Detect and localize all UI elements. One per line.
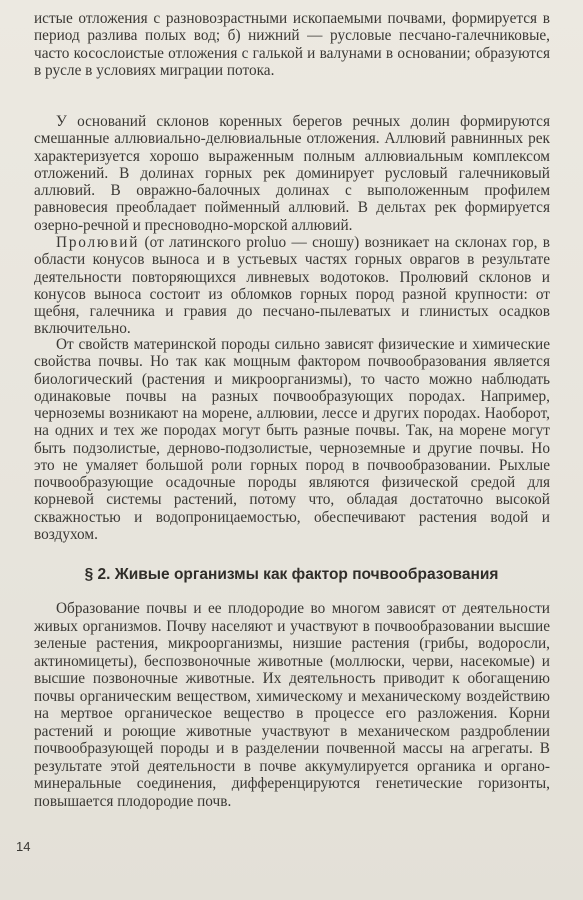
paragraph-parent-rock: От свойств материнской породы сильно зависят физические и химические свойства почвы. Но так как мощным фактором почвообразования является биологический (растения и микроорганизмы), то часто можно наблюдать одинаковые почвы на разных почвообразующих породах. Например, черноземы возникают на морене, аллювии, лессе и других породах. Наоборот, на одних и тех же породах могут быть разные почвы. Так, на морене могут быть подзолистые, дерново-подзолистые, черноземные и другие почвы. Но это не умаляет большой роли горных пород в почвообразовании. Рыхлые почвообразующие осадочные породы являются физической средой для корневой системы растений, потому что, обладая достаточно высокой скважностью и водопроницаемостью, обеспечивают растения водой и воздухом. — [34, 336, 550, 543]
section-heading: § 2. Живые организмы как фактор почвообразования — [84, 566, 499, 583]
term-proluvium: Пролювий — [56, 234, 140, 251]
paragraph-proluvium — [34, 234, 550, 338]
page-number: 14 — [16, 839, 31, 854]
paragraph-living-organisms: Образование почвы и ее плодородие во многом зависят от деятельности живых организмов. Почву населяют и участвуют в почвообразовании высшие зеленые растения, микроорганизмы, низшие растения (грибы, водоросли, актиномицеты), беспозвоночные животные (моллюски, черви, насекомые) и высшие позвоночные животные. Их деятельность приводит к обогащению почвы органическим веществом, химическому и механическому воздействию на мертвое органическое вещество в процессе его разложения. Корни растений и роющие животные участвуют в механическом раздроблении почвообразующей породы и в разделении почвенной массы на агрегаты. В результате этой деятельности в почве аккумулируется органика и органо-минеральные соединения, дифференцируются генетические горизонты, повышается плодородие почв. — [34, 600, 550, 810]
paragraph-proluvium-body: (от латинского proluo — сношу) возникает на склонах гор, в области конусов выноса и в устьевых частях горных оврагов в результате деятельности повторяющихся ливневых водотоков. Пролювий склонов и конусов выноса состоит из обломков горных пород разной крупности: от щебня, галечника и гравия до песчано-пылеватых и глинистых осадков включительно. — [34, 234, 550, 338]
paragraph-alluvial-deposits: У оснований склонов коренных берегов речных долин формируются смешанные аллювиально-делювиальные отложения. Аллювий равнинных рек характеризуется хорошо выраженным полным аллювиальным комплексом отложений. В долинах горных рек доминирует русловый галечниковый аллювий. В овражно-балочных долинах с выположенным профилем равновесия преобладает пойменный аллювий. В дельтах рек формируется озерно-речной и пресноводно-морской аллювий. — [34, 113, 550, 234]
paragraph-alluvium-continued: истые отложения с разновозрастными ископаемыми почвами, формируется в период разлива полых вод; б) нижний — русловые песчано-галечниковые, часто косослоистые отложения с галькой и валунами в основании; образуются в русле в условиях миграции потока. — [34, 10, 550, 79]
